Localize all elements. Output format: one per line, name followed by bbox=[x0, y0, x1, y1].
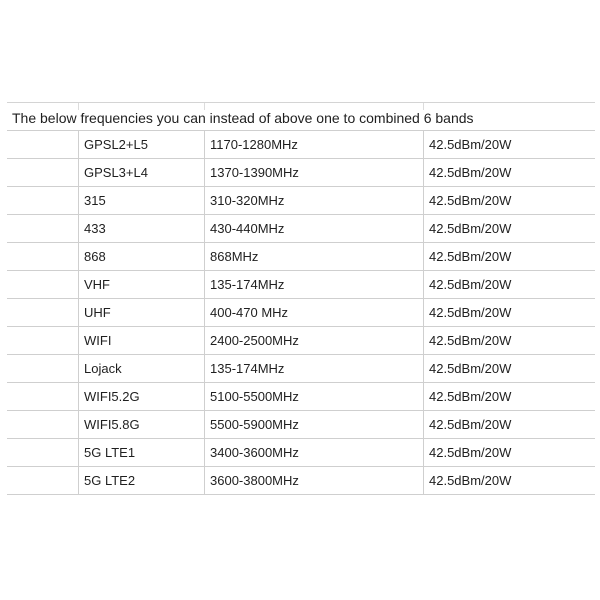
output-power-cell: 42.5dBm/20W bbox=[423, 411, 595, 438]
output-power-cell: 42.5dBm/20W bbox=[423, 215, 595, 242]
row-spacer-cell bbox=[7, 439, 78, 466]
row-spacer-cell bbox=[7, 131, 78, 158]
band-name-cell: Lojack bbox=[78, 355, 204, 382]
band-name-cell: 868 bbox=[78, 243, 204, 270]
band-name-cell: WIFI5.2G bbox=[78, 383, 204, 410]
header-tick bbox=[423, 103, 424, 110]
frequency-range-cell: 3400-3600MHz bbox=[204, 439, 423, 466]
frequency-range-cell: 1170-1280MHz bbox=[204, 131, 423, 158]
table-row bbox=[7, 439, 595, 467]
frequency-range-cell: 135-174MHz bbox=[204, 271, 423, 298]
output-power-cell: 42.5dBm/20W bbox=[423, 355, 595, 382]
row-spacer-cell bbox=[7, 215, 78, 242]
band-name-cell: GPSL2+L5 bbox=[78, 131, 204, 158]
band-name-cell: 315 bbox=[78, 187, 204, 214]
table-row bbox=[7, 299, 595, 327]
output-power-cell: 42.5dBm/20W bbox=[423, 271, 595, 298]
table-body bbox=[7, 131, 595, 495]
frequency-range-cell: 868MHz bbox=[204, 243, 423, 270]
header-tick bbox=[78, 103, 79, 110]
row-spacer-cell bbox=[7, 355, 78, 382]
row-spacer-cell bbox=[7, 243, 78, 270]
output-power-cell: 42.5dBm/20W bbox=[423, 383, 595, 410]
row-spacer-cell bbox=[7, 467, 78, 494]
output-power-cell: 42.5dBm/20W bbox=[423, 159, 595, 186]
band-name-cell: 433 bbox=[78, 215, 204, 242]
table-row bbox=[7, 159, 595, 187]
row-spacer-cell bbox=[7, 299, 78, 326]
band-name-cell: VHF bbox=[78, 271, 204, 298]
row-spacer-cell bbox=[7, 159, 78, 186]
band-name-cell: GPSL3+L4 bbox=[78, 159, 204, 186]
frequency-table bbox=[7, 102, 595, 494]
table-header-row bbox=[7, 103, 595, 131]
frequency-range-cell: 3600-3800MHz bbox=[204, 467, 423, 494]
band-name-cell: 5G LTE2 bbox=[78, 467, 204, 494]
frequency-range-cell: 5100-5500MHz bbox=[204, 383, 423, 410]
frequency-range-cell: 310-320MHz bbox=[204, 187, 423, 214]
output-power-cell: 42.5dBm/20W bbox=[423, 327, 595, 354]
output-power-cell: 42.5dBm/20W bbox=[423, 243, 595, 270]
output-power-cell: 42.5dBm/20W bbox=[423, 439, 595, 466]
table-row bbox=[7, 187, 595, 215]
table-row bbox=[7, 467, 595, 495]
band-name-cell: WIFI5.8G bbox=[78, 411, 204, 438]
table-row bbox=[7, 215, 595, 243]
frequency-range-cell: 135-174MHz bbox=[204, 355, 423, 382]
frequency-range-cell: 430-440MHz bbox=[204, 215, 423, 242]
row-spacer-cell bbox=[7, 271, 78, 298]
output-power-cell: 42.5dBm/20W bbox=[423, 299, 595, 326]
output-power-cell: 42.5dBm/20W bbox=[423, 467, 595, 494]
output-power-cell: 42.5dBm/20W bbox=[423, 131, 595, 158]
table-row bbox=[7, 355, 595, 383]
frequency-range-cell: 5500-5900MHz bbox=[204, 411, 423, 438]
band-name-cell: WIFI bbox=[78, 327, 204, 354]
table-row bbox=[7, 271, 595, 299]
header-tick bbox=[204, 103, 205, 110]
frequency-range-cell: 1370-1390MHz bbox=[204, 159, 423, 186]
band-name-cell: UHF bbox=[78, 299, 204, 326]
row-spacer-cell bbox=[7, 411, 78, 438]
table-row bbox=[7, 383, 595, 411]
header-note: The below frequencies you can instead of above one to combined 6 bands bbox=[12, 110, 474, 126]
row-spacer-cell bbox=[7, 327, 78, 354]
table-row bbox=[7, 131, 595, 159]
row-spacer-cell bbox=[7, 187, 78, 214]
band-name-cell: 5G LTE1 bbox=[78, 439, 204, 466]
frequency-range-cell: 2400-2500MHz bbox=[204, 327, 423, 354]
output-power-cell: 42.5dBm/20W bbox=[423, 187, 595, 214]
table-row bbox=[7, 411, 595, 439]
table-row bbox=[7, 243, 595, 271]
table-row bbox=[7, 327, 595, 355]
row-spacer-cell bbox=[7, 383, 78, 410]
frequency-range-cell: 400-470 MHz bbox=[204, 299, 423, 326]
